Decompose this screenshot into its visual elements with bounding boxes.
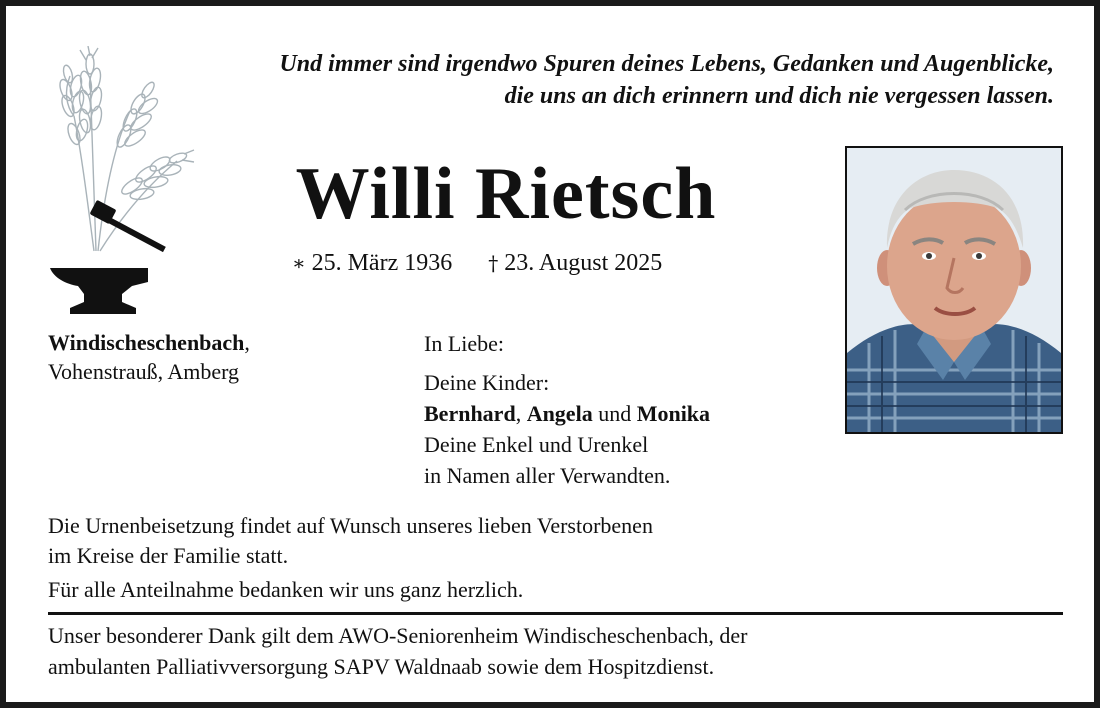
life-dates bbox=[292, 249, 662, 277]
wheat-hammer-anvil-icon bbox=[42, 46, 202, 326]
portrait-image bbox=[847, 148, 1061, 432]
special-thanks bbox=[48, 620, 748, 682]
urn-notice-line-1: Die Urnenbeisetzung findet auf Wunsch unseres lieben Verstorbenen bbox=[48, 513, 653, 538]
children-separator-1: , bbox=[515, 401, 527, 426]
motto-line-1: Und immer sind irgendwo Spuren deines Lebens, Gedanken und Augenblicke, bbox=[279, 51, 1054, 77]
child-name-3: Monika bbox=[636, 401, 711, 426]
special-thanks-line-2: ambulanten Palliativversorgung SAPV Waldnaab sowie dem Hospitzdienst. bbox=[48, 654, 715, 679]
children-names bbox=[424, 398, 710, 429]
death-cross-icon: † bbox=[488, 251, 499, 275]
child-name-1: Bernhard bbox=[424, 401, 516, 426]
birth-date: 25. März 1936 bbox=[311, 250, 453, 276]
urn-notice-line-2: im Kreise der Familie statt. bbox=[48, 543, 289, 568]
birth-star-icon: ∗ bbox=[292, 251, 306, 275]
place-primary-suffix: , bbox=[244, 330, 250, 355]
urn-burial-notice bbox=[48, 511, 653, 571]
special-thanks-line-1: Unser besonderer Dank gilt dem AWO-Seniorenheim Windischeschenbach, der bbox=[48, 623, 748, 648]
place-primary-line bbox=[48, 328, 250, 357]
motto-line-2: die uns an dich erinnern und dich nie vergessen lassen. bbox=[504, 83, 1054, 109]
divider-rule bbox=[48, 612, 1063, 615]
place-secondary: Vohenstrauß, Amberg bbox=[48, 359, 240, 384]
motto-quote bbox=[154, 48, 1054, 112]
grandchildren-line: Deine Enkel und Urenkel bbox=[424, 432, 649, 457]
thanks-notice: Für alle Anteilnahme bedanken wir uns ganz herzlich. bbox=[48, 577, 524, 602]
place-primary: Windischeschenbach bbox=[48, 330, 245, 355]
death-date: 23. August 2025 bbox=[504, 250, 663, 276]
child-name-2: Angela bbox=[526, 401, 593, 426]
family-section bbox=[424, 328, 710, 491]
deceased-name: Willi Rietsch bbox=[295, 153, 717, 235]
portrait-photo bbox=[845, 146, 1063, 434]
places bbox=[48, 328, 250, 386]
children-label: Deine Kinder: bbox=[424, 370, 550, 395]
family-intro: In Liebe: bbox=[424, 331, 505, 356]
children-separator-2: und bbox=[592, 401, 637, 426]
relatives-line: in Namen aller Verwandten. bbox=[424, 463, 671, 488]
